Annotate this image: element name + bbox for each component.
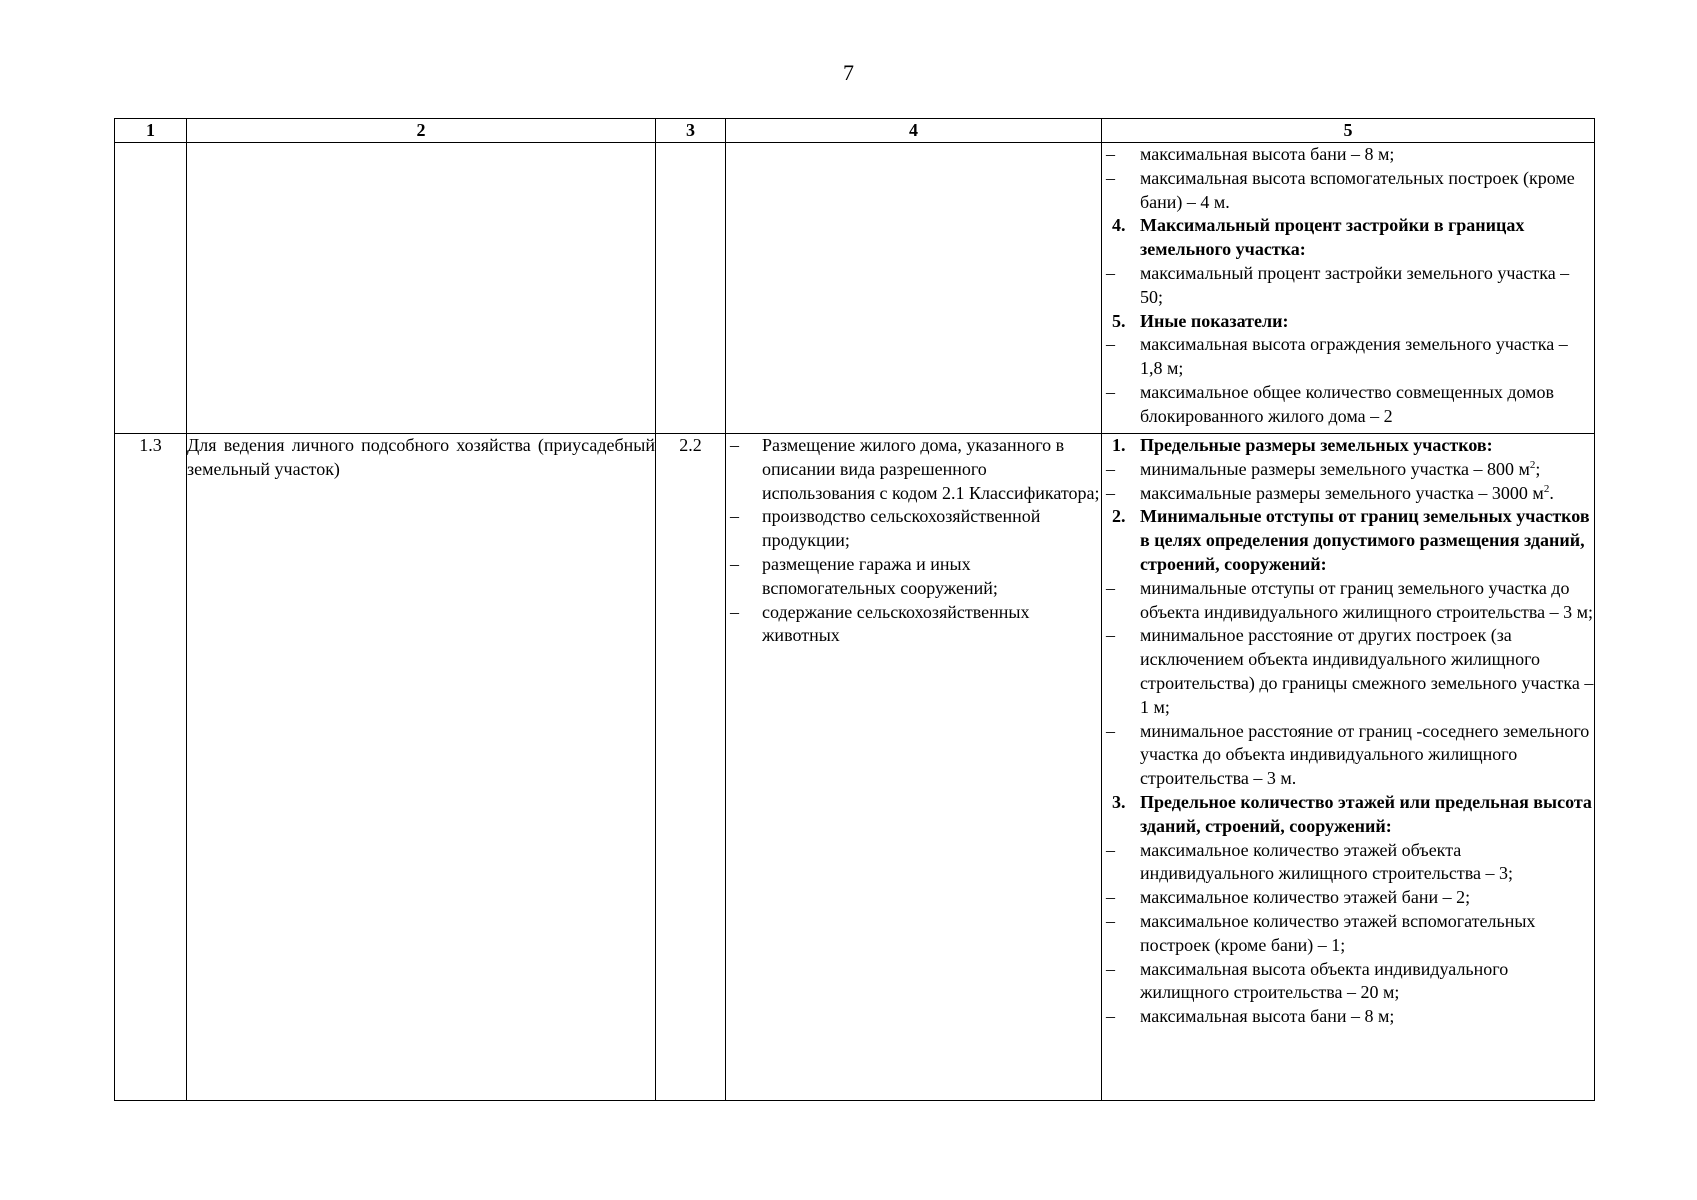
item-text: максимальное общее количество совмещенных домов блокированного жилого дома – 2 xyxy=(1140,381,1555,426)
parameter-heading xyxy=(1102,434,1594,458)
parameter-list xyxy=(1102,434,1594,1029)
cell-name xyxy=(187,143,656,434)
list-item xyxy=(1102,839,1594,887)
item-text: максимальная высота бани – 8 м; xyxy=(1140,144,1395,164)
item-text: минимальные отступы от границ земельного участка до объекта индивидуального жилищного строительства – 3 м; xyxy=(1140,577,1593,622)
dash-bullet: – xyxy=(1106,910,1115,931)
parameter-heading xyxy=(1102,791,1594,839)
dash-bullet: – xyxy=(1106,625,1115,646)
list-item xyxy=(1102,577,1594,625)
dash-bullet: – xyxy=(1106,958,1115,979)
dash-bullet: – xyxy=(1106,887,1115,908)
item-text: Размещение жилого дома, указанного в описании вида разрешенного использования с кодом 2.1 Классификатора; xyxy=(762,435,1100,503)
parameter-heading xyxy=(1102,505,1594,576)
dash-bullet: – xyxy=(1106,577,1115,598)
column-header-4: 4 xyxy=(726,119,1102,143)
heading-text: Иные показатели: xyxy=(1140,310,1289,331)
item-text: размещение гаража и иных вспомогательных сооружений; xyxy=(762,553,998,598)
item-text: максимальная высота объекта индивидуального жилищного строительства – 20 м; xyxy=(1140,958,1509,1003)
dash-bullet: – xyxy=(1106,144,1115,164)
list-item xyxy=(1102,381,1594,429)
list-item xyxy=(1102,458,1594,482)
table-header-row xyxy=(115,119,1595,143)
land-use-description xyxy=(726,434,1102,1101)
dash-bullet: – xyxy=(1106,167,1115,188)
item-text: максимальное количество этажей вспомогательных построек (кроме бани) – 1; xyxy=(1140,910,1536,955)
item-suffix: . xyxy=(1549,482,1554,503)
parameter-list xyxy=(1102,143,1594,429)
column-header-2: 2 xyxy=(187,119,656,143)
cell-code xyxy=(656,143,726,434)
heading-number: 2. xyxy=(1112,506,1126,527)
list-item xyxy=(1102,910,1594,958)
heading-text: Минимальные отступы от границ земельных участков в целях определения допустимого размещения зданий, строений, сооружений: xyxy=(1140,506,1590,574)
item-text: максимальная высота бани – 8 м; xyxy=(1140,1006,1395,1027)
list-item xyxy=(1102,482,1594,506)
list-item xyxy=(1102,262,1594,310)
item-text: максимальный процент застройки земельного участка – 50; xyxy=(1140,262,1570,307)
heading-text: Предельные размеры земельных участков: xyxy=(1140,435,1493,455)
dash-bullet: – xyxy=(1106,262,1115,283)
cell-parameters xyxy=(1102,143,1595,434)
parameter-heading xyxy=(1102,214,1594,262)
item-text: минимальные размеры земельного участка – 800 м xyxy=(1140,458,1530,479)
dash-bullet: – xyxy=(1106,458,1115,479)
dash-bullet: – xyxy=(730,601,739,622)
row-number: 1.3 xyxy=(115,434,187,1101)
list-item xyxy=(1102,143,1594,167)
column-header-1: 1 xyxy=(115,119,187,143)
table-row xyxy=(115,434,1595,1101)
dash-bullet: – xyxy=(1106,482,1115,503)
list-item xyxy=(726,505,1101,553)
cell-description xyxy=(726,143,1102,434)
column-header-3: 3 xyxy=(656,119,726,143)
item-text: максимальное количество этажей объекта индивидуального жилищного строительства – 3; xyxy=(1140,839,1513,884)
dash-bullet: – xyxy=(730,553,739,574)
heading-number: 1. xyxy=(1112,435,1126,455)
list-item xyxy=(1102,958,1594,1006)
parameter-heading xyxy=(1102,310,1594,334)
heading-number: 3. xyxy=(1112,791,1126,812)
classifier-code: 2.2 xyxy=(656,434,726,1101)
cell-parameters xyxy=(1102,434,1595,1101)
item-text: максимальное количество этажей бани – 2; xyxy=(1140,887,1471,908)
table-row-continued xyxy=(115,143,1595,434)
item-suffix: ; xyxy=(1535,458,1541,479)
dash-bullet: – xyxy=(730,506,739,527)
item-text: максимальная высота вспомогательных построек (кроме бани) – 4 м. xyxy=(1140,167,1575,212)
list-item xyxy=(726,601,1101,649)
item-text: минимальное расстояние от других построек (за исключением объекта индивидуального жилищного строительства) до границы смежного земельного участка – 1 м; xyxy=(1140,625,1594,717)
dash-bullet: – xyxy=(730,435,739,455)
cell-num xyxy=(115,143,187,434)
list-item xyxy=(1102,624,1594,719)
item-text: максимальная высота ограждения земельного участка – 1,8 м; xyxy=(1140,334,1568,379)
item-text: содержание сельскохозяйственных животных xyxy=(762,601,1030,646)
description-list xyxy=(726,434,1101,648)
list-item xyxy=(726,553,1101,601)
list-item xyxy=(1102,167,1594,215)
superscript: 2 xyxy=(1543,482,1550,495)
superscript: 2 xyxy=(1529,458,1536,471)
item-text: минимальное расстояние от границ -соседнего земельного участка до объекта индивидуального жилищного строительства – 3 м. xyxy=(1140,720,1590,789)
dash-bullet: – xyxy=(1106,839,1115,860)
list-item xyxy=(1102,1005,1594,1029)
list-item xyxy=(1102,720,1594,791)
list-item xyxy=(1102,333,1594,381)
heading-number: 4. xyxy=(1112,215,1126,236)
land-use-name: Для ведения личного подсобного хозяйства (приусадебный земельный участок) xyxy=(187,434,656,1101)
item-text: максимальные размеры земельного участка – 3000 м xyxy=(1140,482,1544,503)
heading-text: Максимальный процент застройки в границах земельного участка: xyxy=(1140,215,1525,260)
item-text: производство сельскохозяйственной продукции; xyxy=(762,506,1041,551)
page-number: 7 xyxy=(843,60,854,85)
dash-bullet: – xyxy=(1106,334,1115,355)
list-item xyxy=(726,434,1101,505)
dash-bullet: – xyxy=(1106,720,1115,741)
heading-text: Предельное количество этажей или предельная высота зданий, строений, сооружений: xyxy=(1140,791,1592,836)
dash-bullet: – xyxy=(1106,381,1115,402)
column-header-5: 5 xyxy=(1102,119,1595,143)
heading-number: 5. xyxy=(1112,310,1126,331)
list-item xyxy=(1102,886,1594,910)
dash-bullet: – xyxy=(1106,1006,1115,1027)
regulations-table xyxy=(114,118,1595,1101)
